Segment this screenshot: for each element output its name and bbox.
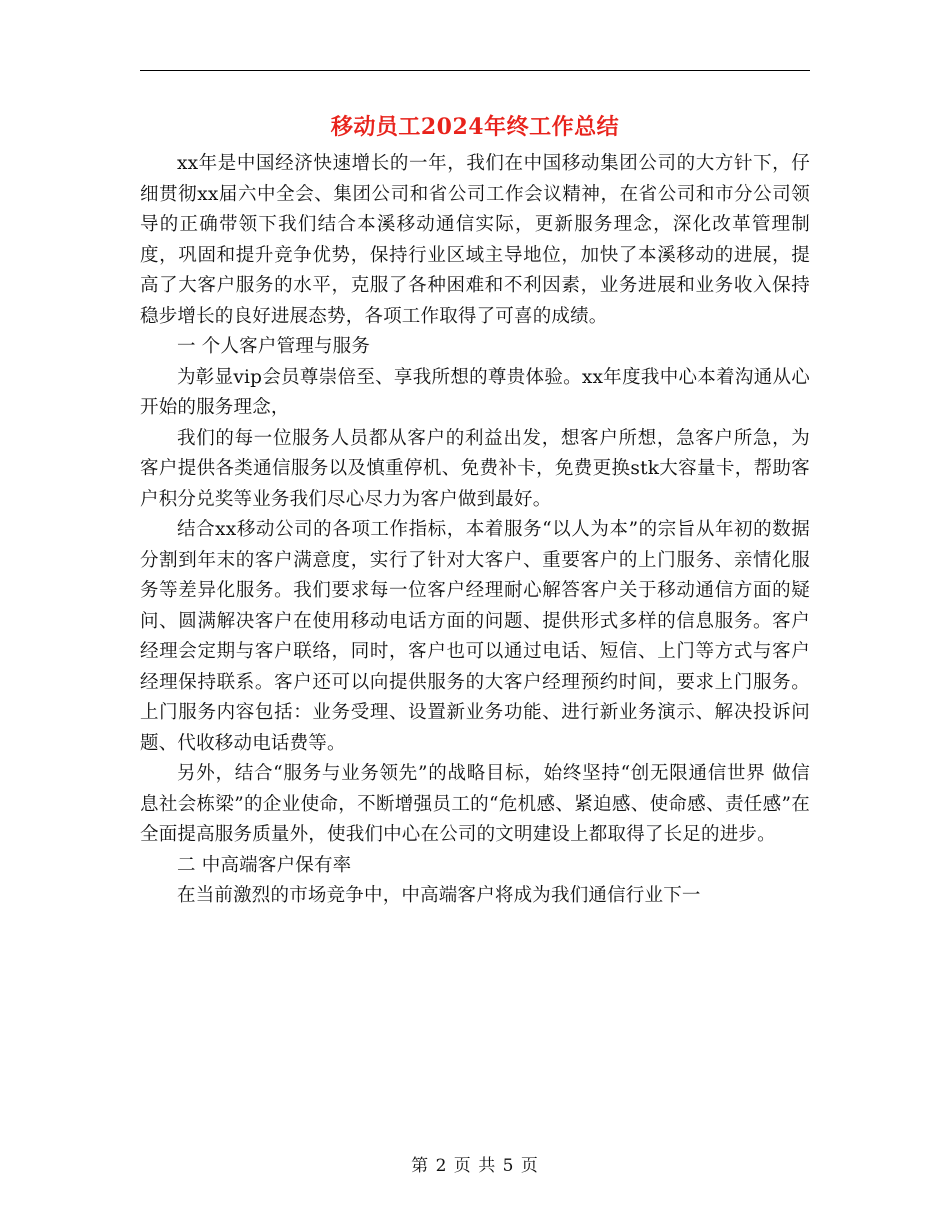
section-heading-2: 二 中高端客户保有率 — [177, 854, 352, 876]
body-paragraph: 在当前激烈的市场竞争中，中高端客户将成为我们通信行业下一 — [177, 885, 701, 906]
section-heading-1: 一 个人客户管理与服务 — [177, 336, 371, 357]
body-paragraph: 另外，结合“服务与业务领先”的战略目标，始终坚持“创无限通信世界 做信息社会栋梁”的企业使命，不断增强员工的“危机感、紧迫感、使命感、责任感”在全面提高服务质量外，使我们中心在公司的文明建设上都取得了长足的进步。 — [140, 763, 810, 845]
intro-paragraph: xx年是中国经济快速增长的一年，我们在中国移动集团公司的大方针下，仔细贯彻xx届六中全会、集团公司和省公司工作会议精神，在省公司和市分公司领导的正确带领下我们结合本溪移动通信实际，更新服务理念，深化改革管理制度，巩固和提升竞争优势，保持行业区域主导地位，加快了本溪移动的进展，提高了大客户服务的水平，克服了各种困难和不利因素，业务进展和业务收入保持稳步增长的良好进展态势，各项工作取得了可喜的成绩。 — [140, 153, 810, 327]
body-paragraph: 结合xx移动公司的各项工作指标，本着服务“以人为本”的宗旨从年初的数据分割到年末的客户满意度，实行了针对大客户、重要客户的上门服务、亲情化服务等差异化服务。我们要求每一位客户经理耐心解答客户关于移动通信方面的疑问、圆满解决客户在使用移动电话方面的问题、提供形式多样的信息服务。客户经理会定期与客户联络，同时，客户也可以通过电话、短信、上门等方式与客户经理保持联系。客户还可以向提供服务的大客户经理预约时间，要求上门服务。上门服务内容包括：业务受理、设置新业务功能、进行新业务演示、解决投诉问题、代收移动电话费等。 — [140, 519, 810, 754]
body-paragraph: 我们的每一位服务人员都从客户的利益出发，想客户所想，急客户所急，为客户提供各类通信服务以及慎重停机、免费补卡，免费更换stk大容量卡，帮助客户积分兑奖等业务我们尽心尽力为客户做到最好。 — [140, 427, 810, 510]
document-body — [140, 149, 810, 912]
header-rule — [140, 70, 810, 71]
body-paragraph: 为彰显vip会员尊崇倍至、享我所想的尊贵体验。xx年度我中心本着沟通从心开始的服务理念， — [140, 366, 810, 418]
document-title: 移动员工2024年终工作总结 — [330, 114, 620, 140]
page-number: 第 2 页 共 5 页 — [411, 1156, 539, 1176]
